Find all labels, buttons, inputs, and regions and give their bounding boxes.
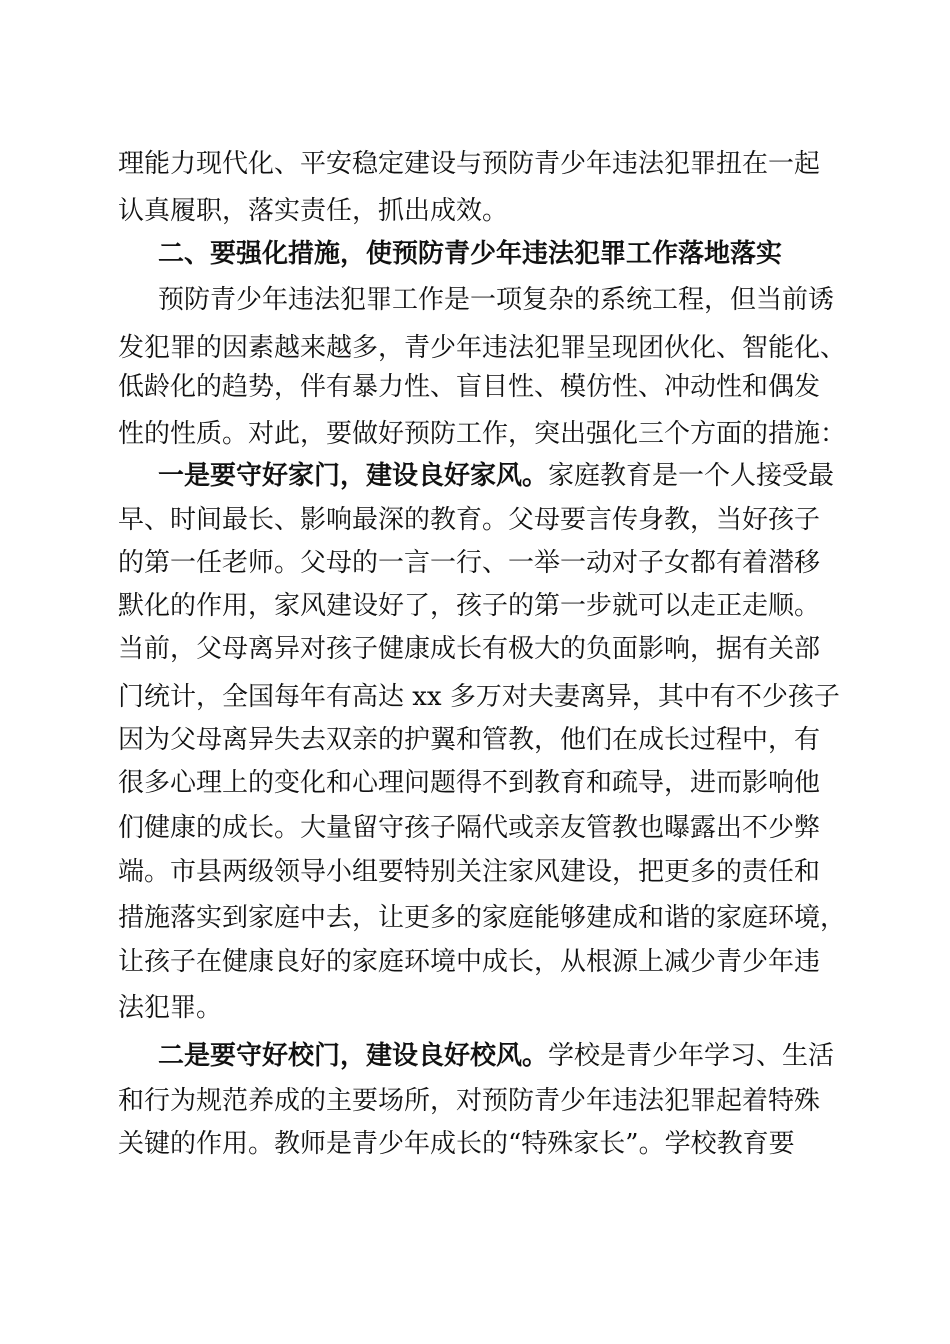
- text-line: 的第一任老师。父母的一言一行、一举一动对子女都有着潜移: [118, 548, 821, 578]
- text-span: 学校是青少年学习、生活: [548, 1041, 835, 1071]
- text-line: 早、时间最长、影响最深的教育。父母要言传身教，当好孩子: [118, 505, 821, 535]
- text-line: 门统计，全国每年有高达 xx 多万对夫妻离异，其中有不少孩子: [118, 682, 840, 712]
- text-line: 让孩子在健康良好的家庭环境中成长，从根源上减少青少年违: [118, 947, 821, 977]
- paragraph-lead: 二是要守好校门，建设良好校风。: [158, 1041, 549, 1071]
- text-line: 当前，父母离异对孩子健康成长有极大的负面影响，据有关部: [118, 634, 821, 664]
- text-line: 们健康的成长。大量留守孩子隔代或亲友管教也曝露出不少弊: [118, 813, 821, 843]
- section-heading: 二、要强化措施，使预防青少年违法犯罪工作落地落实: [158, 239, 783, 269]
- text-line: 认真履职，落实责任，抓出成效。: [118, 196, 509, 226]
- paragraph-first-line: [158, 1032, 834, 1080]
- text-line: 因为父母离异失去双亲的护翼和管教，他们在成长过程中，有: [118, 725, 821, 755]
- paragraph-first-line: [158, 452, 834, 500]
- text-line: 措施落实到家庭中去，让更多的家庭能够建成和谐的家庭环境，: [118, 903, 847, 933]
- text-line: 低龄化的趋势，伴有暴力性、盲目性、模仿性、冲动性和偶发: [118, 372, 821, 402]
- text-line: 理能力现代化、平安稳定建设与预防青少年违法犯罪扭在一起: [118, 149, 821, 179]
- text-line: 法犯罪。: [118, 993, 223, 1023]
- text-line: 端。市县两级领导小组要特别关注家风建设，把更多的责任和: [118, 857, 821, 887]
- text-line: 发犯罪的因素越来越多，青少年违法犯罪呈现团伙化、智能化、: [118, 333, 847, 363]
- text-line: 和行为规范养成的主要场所，对预防青少年违法犯罪起着特殊: [118, 1086, 821, 1116]
- text-line: 性的性质。对此，要做好预防工作，突出强化三个方面的措施：: [118, 419, 847, 449]
- text-span: 家庭教育是一个人接受最: [548, 461, 835, 491]
- text-line: 预防青少年违法犯罪工作是一项复杂的系统工程，但当前诱: [158, 285, 835, 315]
- text-line: 关键的作用。教师是青少年成长的“特殊家长”。学校教育要: [118, 1129, 795, 1159]
- paragraph-lead: 一是要守好家门，建设良好家风。: [158, 461, 549, 491]
- text-line: 默化的作用，家风建设好了，孩子的第一步就可以走正走顺。: [118, 591, 821, 621]
- text-line: 很多心理上的变化和心理问题得不到教育和疏导，进而影响他: [118, 768, 821, 798]
